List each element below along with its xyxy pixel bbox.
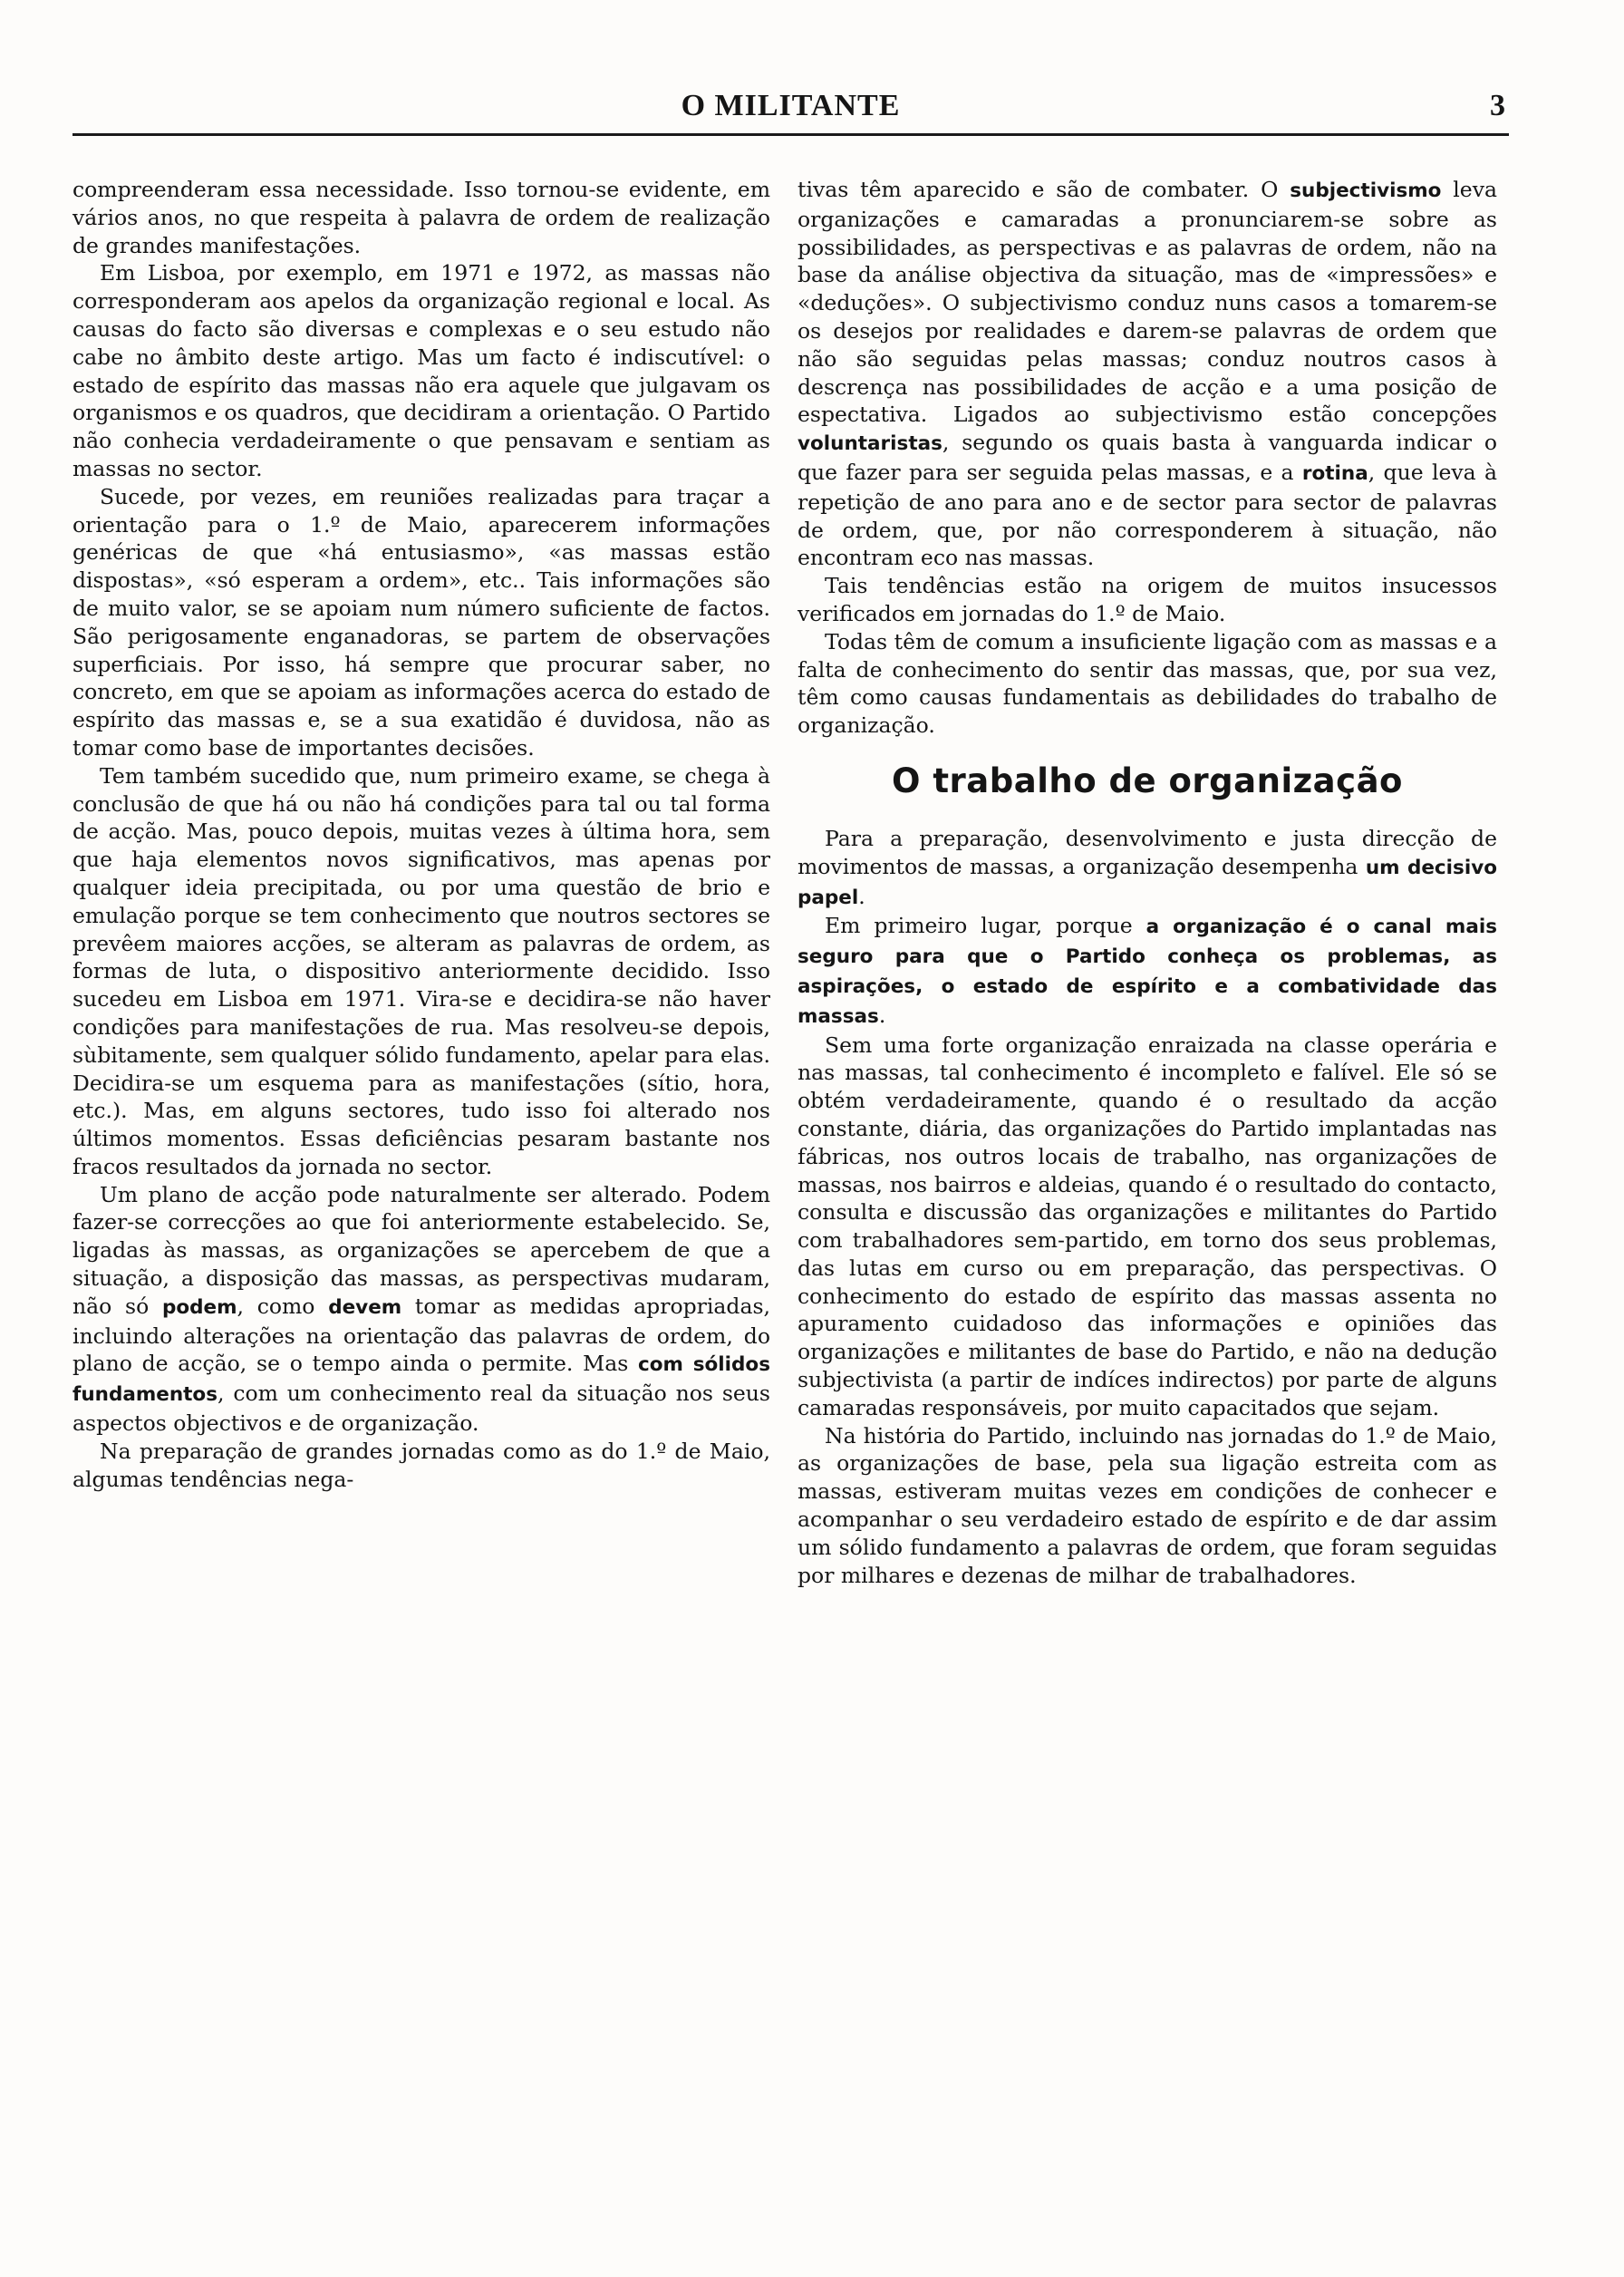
paragraph: Todas têm de comum a insuficiente ligação com as massas e a falta de conhecimento do sentir das massas, que, por sua vez, têm como causas fundamentais as debilidades do trabalho de organização. xyxy=(798,628,1497,739)
header-rule xyxy=(72,133,1509,136)
emphasis: subjectivismo xyxy=(1290,179,1442,202)
paragraph xyxy=(72,1181,770,1438)
text-run: , que leva à repetição de ano para ano e de sector para sector de palavras de ordem, que, por não corresponderem à situação, não encontram eco nas massas. xyxy=(798,459,1497,571)
paragraph: Sucede, por vezes, em reuniões realizadas para traçar a orientação para o 1.º de Maio, aparecerem informações genéricas de que «há entusiasmo», «as massas estão dispostas», «só esperam a ordem», etc.. Tais informações são de muito valor, se se apoiam num número suficiente de factos. São perigosamente enganadoras, se partem de observações superficiais. Por isso, há sempre que procurar saber, no concreto, em que se apoiam as informações acerca do estado de espírito das massas e, se a sua exatidão é duvidosa, não as tomar como base de importantes decisões. xyxy=(72,483,770,761)
emphasis: com sólidos fundamentos xyxy=(72,1353,770,1407)
paragraph: Em Lisboa, por exemplo, em 1971 e 1972, as massas não corresponderam aos apelos da organização regional e local. As causas do facto são diversas e complexas e o seu estudo não cabe no âmbito deste artigo. Mas um facto é indiscutível: o estado de espírito das massas não era aquele que julgavam os organismos e os quadros, que decidiram a orientação. O Partido não conhecia verdadeiramente o que pensavam e sentiam as massas no sector. xyxy=(72,260,770,481)
paragraph: Na história do Partido, incluindo nas jornadas do 1.º de Maio, as organizações de base, pela sua ligação estreita com as massas, estiveram muitas vezes em condições de conhecer e acompanhar o seu verdadeiro estado de espírito e de dar assim um sólido fundamento a palavras de ordem, que foram seguidas por milhares e dezenas de milhar de trabalhadores. xyxy=(798,1422,1497,1588)
paragraph xyxy=(798,176,1497,572)
page-number: 3 xyxy=(1490,89,1505,122)
emphasis: voluntaristas xyxy=(798,432,942,456)
text-run: tivas têm aparecido e são de combater. O xyxy=(798,177,1290,202)
text-run: , como xyxy=(237,1293,329,1319)
paragraph: Na preparação de grandes jornadas como as do 1.º de Maio, algumas tendências nega- xyxy=(72,1438,770,1492)
text-run: Para a preparação, desenvolvimento e justa direcção de movimentos de massas, a organização desempenha xyxy=(798,825,1497,879)
text-run: , segundo os quais basta à vanguarda indicar o que fazer para ser seguida pelas massas, e a xyxy=(798,430,1497,485)
paragraph xyxy=(798,912,1497,1031)
left-column xyxy=(72,176,770,1493)
section-heading: O trabalho de organização xyxy=(892,761,1403,800)
right-column xyxy=(798,176,1497,1589)
text-run: Em primeiro lugar, porque xyxy=(825,913,1146,939)
emphasis: a organização é o canal mais seguro para que o Partido conheça os problemas, as aspirações, o estado de espírito e a combatividade das massas xyxy=(798,916,1497,1028)
journal-title: O MILITANTE xyxy=(681,89,901,122)
emphasis: devem xyxy=(328,1295,402,1319)
emphasis: podem xyxy=(161,1295,237,1319)
text-run: , com um conhecimento real da situação nos seus aspectos objectivos e de organização. xyxy=(72,1381,770,1437)
text-run: tomar as medidas apropriadas, incluindo alterações na orientação das palavras de ordem, do plano de acção, se o tempo ainda o permite. Mas xyxy=(72,1293,770,1377)
running-head xyxy=(72,89,1509,134)
paragraph: Sem uma forte organização enraizada na classe operária e nas massas, tal conhecimento é incompleto e falível. Ele só se obtém verdadeiramente, quando é o resultado da acção constante, diária, das organizações do Partido implantadas nas fábricas, nos outros locais de trabalho, nas organizações de massas, nos bairros e aldeias, quando é o resultado do contacto, consulta e discussão das organizações e militantes do Partido com trabalhadores sem-partido, em torno dos seus problemas, das lutas em curso ou em preparação, das perspectivas. O conhecimento do estado de espírito das massas assenta no apuramento cuidadoso das informações e opiniões das organizações e militantes de base do Partido, e não na dedução subjectivista (a partir de indíces indirectos) por parte de alguns camaradas responsáveis, por muito capacitados que sejam. xyxy=(798,1032,1497,1420)
emphasis: um decisivo papel xyxy=(798,856,1498,909)
text-run: Um plano de acção pode naturalmente ser alterado. Podem fazer-se correcções ao que foi anteriormente estabelecido. Se, ligadas às massas, as organizações se apercebem de que a situação, a disposição das massas, as perspectivas mudaram, não só xyxy=(72,1181,770,1319)
paragraph: Tais tendências estão na origem de muitos insucessos verificados em jornadas do 1.º de Maio. xyxy=(798,573,1497,626)
emphasis: rotina xyxy=(1301,461,1368,485)
text-run: leva organizações e camaradas a pronunciarem-se sobre as possibilidades, as perspectivas e as palavras de ordem, não na base da análise objectiva da situação, mas de «impressões» e «deduções». O subjectivismo conduz nuns casos a tomarem-se os desejos por realidades e darem-se palavras de ordem que não são seguidas pelas massas; conduz noutros casos à descrença nas possibilidades de acção e a uma posição de espectativa. Ligados ao subjectivismo estão concepções xyxy=(798,177,1497,428)
paragraph: compreenderam essa necessidade. Isso tornou-se evidente, em vários anos, no que respeita à palavra de ordem de realização de grandes manifestações. xyxy=(72,177,770,258)
text-run: . xyxy=(878,1002,886,1028)
paragraph xyxy=(798,825,1497,912)
text-run: . xyxy=(858,883,865,909)
paragraph: Tem também sucedido que, num primeiro exame, se chega à conclusão de que há ou não há condições para tal ou tal forma de acção. Mas, pouco depois, muitas vezes à última hora, sem que haja elementos novos significativos, mas apenas por qualquer ideia precipitada, ou por uma questão de brio e emulação porque se tem conhecimento que noutros sectores se prevêem maiores acções, se alteram as palavras de ordem, as formas de luta, o dispositivo anteriormente decidido. Isso sucedeu em Lisboa em 1971. Vira-se e decidira-se não haver condições para manifestações de rua. Mas resolveu-se depois, sùbitamente, sem qualquer sólido fundamento, apelar para elas. Decidira-se um esquema para as manifestações (sítio, hora, etc.). Mas, em alguns sectores, tudo isso foi alterado nos últimos momentos. Essas deficiências pesaram bastante nos fracos resultados da jornada no sector. xyxy=(72,762,770,1179)
